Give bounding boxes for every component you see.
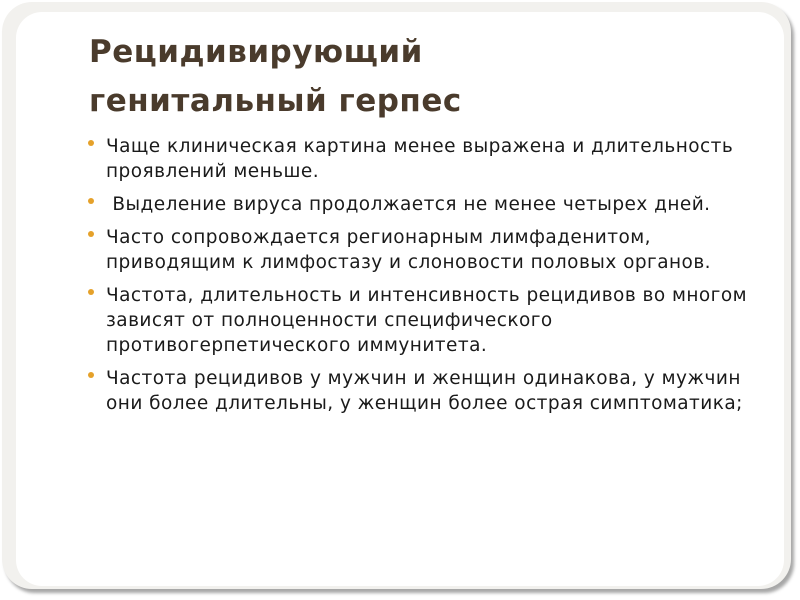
bullet-text: Частота, длительность и интенсивность рецидивов во многом зависят от полноценности специфического противогерпетического иммунитета. [106,285,748,356]
bullet-dot-icon [88,372,94,378]
bullet-text: Часто сопровождается регионарным лимфаденитом, приводящим к лимфостазу и слоновости половых органов. [106,227,712,273]
bullet-dot-icon [88,289,94,295]
bullet-item [86,366,766,416]
bullet-text: Выделение вируса продолжается не менее четырех дней. [106,194,711,215]
bullet-item [86,225,766,275]
slide-title-line-2: генитальный герпес [89,83,462,119]
bullet-item [86,192,766,217]
bullet-text: Чаще клиническая картина менее выражена и длительность проявлений меньше. [106,136,734,182]
bullet-list [86,134,766,424]
slide-title-line-1: Рецидивирующий [89,34,423,70]
bullet-text: Частота рецидивов у мужчин и женщин одинакова, у мужчин они более длительны, у женщин более острая симптоматика; [106,368,743,414]
bullet-dot-icon [88,140,94,146]
bullet-dot-icon [88,231,94,237]
slide-title [89,28,709,126]
bullet-item [86,283,766,358]
bullet-dot-icon [88,198,94,204]
bullet-item [86,134,766,184]
